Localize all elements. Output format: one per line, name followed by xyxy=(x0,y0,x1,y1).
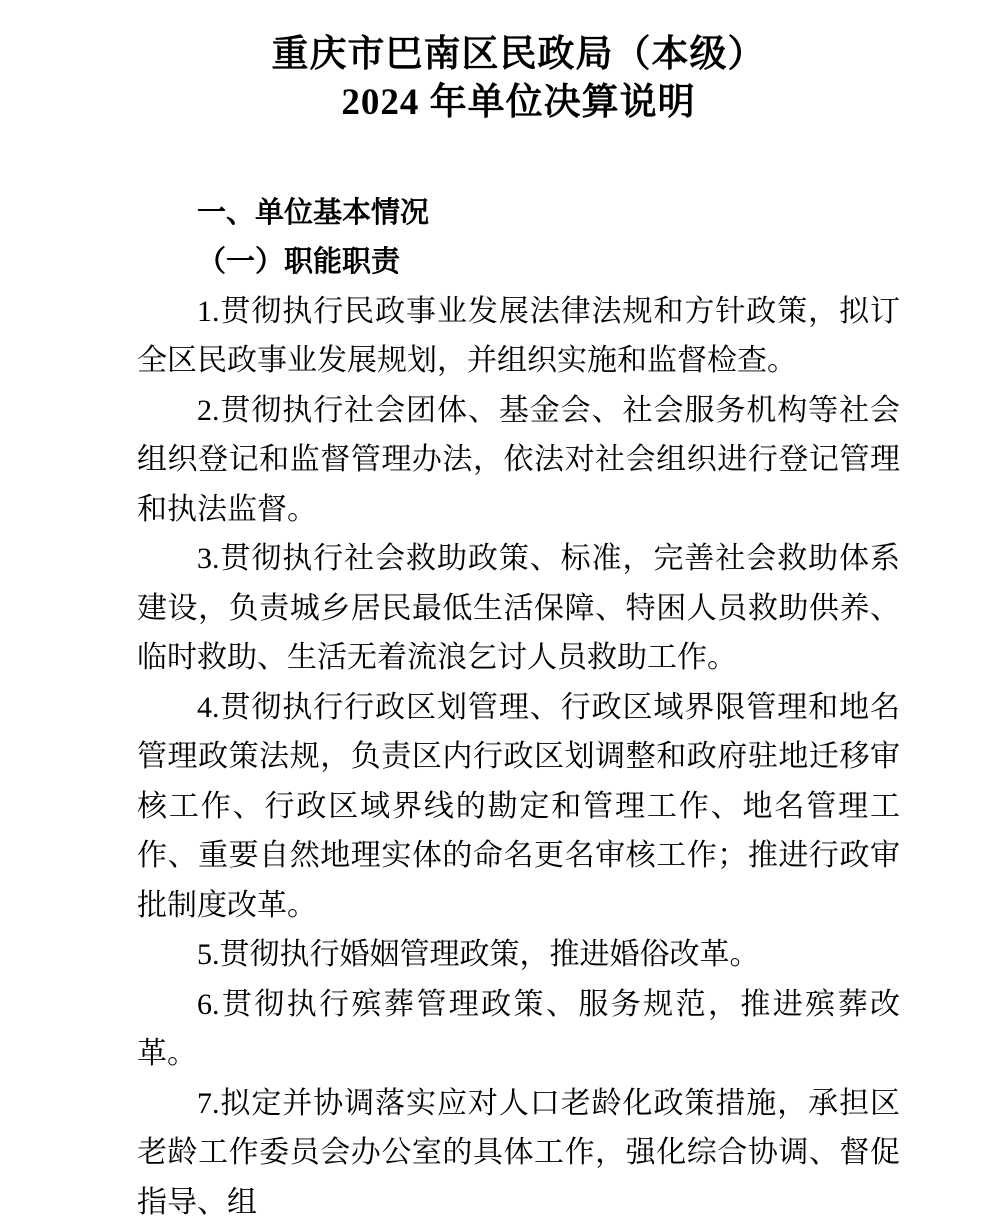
paragraph-duty-6: 6.贯彻执行殡葬管理政策、服务规范，推进殡葬改革。 xyxy=(137,987,900,1071)
paragraph-duty-7: 7.拟定并协调落实应对人口老龄化政策措施，承担区老龄工作委员会办公室的具体工作，强化综合协调、督促指导、组 xyxy=(137,1086,900,1219)
paragraph-duty-4: 4.贯彻执行行政区划管理、行政区域界限管理和地名管理政策法规，负责区内行政区划调整和政府驻地迁移审核工作、行政区域界线的勘定和管理工作、地名管理工作、重要自然地理实体的命名更名审核工作；推进行政审批制度改革。 xyxy=(137,690,900,922)
subsection-heading-duties: （一）职能职责 xyxy=(197,245,401,278)
section-heading-basic-info: 一、单位基本情况 xyxy=(197,196,430,229)
paragraph-duty-3: 3.贯彻执行社会救助政策、标准，完善社会救助体系建设，负责城乡居民最低生活保障、特困人员救助供养、临时救助、生活无着流浪乞讨人员救助工作。 xyxy=(137,542,900,675)
paragraph-duty-1: 1.贯彻执行民政事业发展法律法规和方针政策，拟订全区民政事业发展规划，并组织实施和监督检查。 xyxy=(137,294,900,378)
paragraph-duty-2: 2.贯彻执行社会团体、基金会、社会服务机构等社会组织登记和监督管理办法，依法对社会组织进行登记管理和执法监督。 xyxy=(137,393,900,526)
paragraph-duty-5: 5.贯彻执行婚姻管理政策，推进婚俗改革。 xyxy=(197,938,760,972)
document-title-line-2: 2024 年单位决算说明 xyxy=(341,81,696,123)
document-title xyxy=(137,31,900,127)
document-title-line-1: 重庆市巴南区民政局（本级） xyxy=(271,33,766,75)
